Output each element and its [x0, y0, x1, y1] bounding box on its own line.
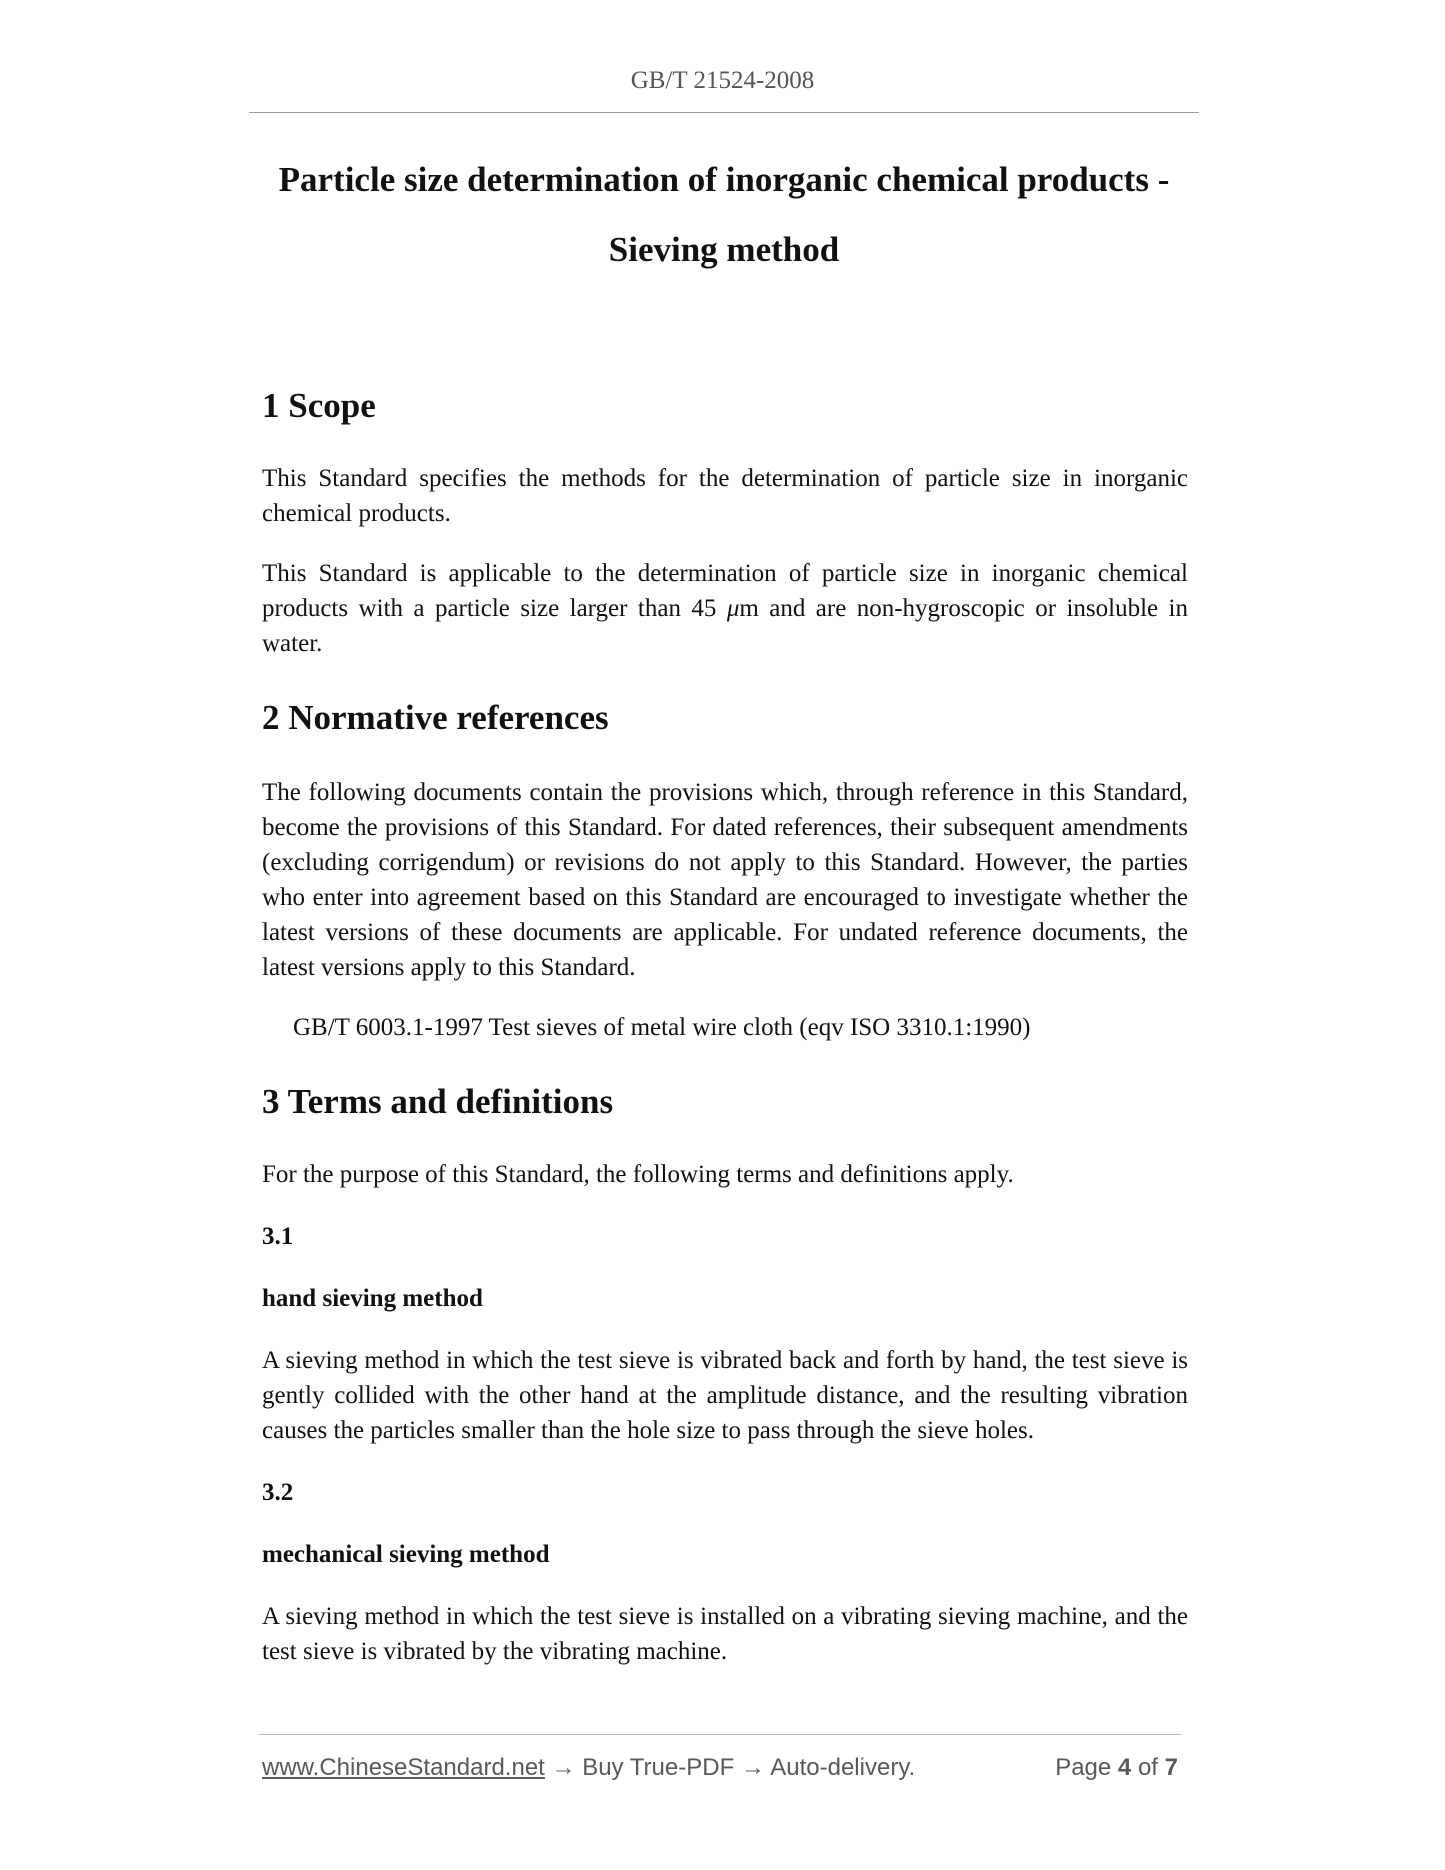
terms-intro: For the purpose of this Standard, the following terms and definitions apply.	[262, 1161, 1014, 1188]
standard-code-header: GB/T 21524-2008	[630, 67, 815, 94]
term-definition: A sieving method in which the test sieve is vibrated back and forth by hand, the test sieve is gently collided with the other hand at the amplitude distance, and the resulting vibration causes the particles smaller than the hole size to pass through the sieve holes.	[262, 1347, 1188, 1444]
reference-item: GB/T 6003.1-1997 Test sieves of metal wire cloth (eqv ISO 3310.1:1990)	[293, 1014, 1031, 1041]
arrow-icon: →	[544, 1754, 583, 1781]
footer-promo	[262, 1750, 915, 1786]
chinesestandard-link[interactable]: www.ChineseStandard.net	[262, 1754, 545, 1781]
page-indicator	[1055, 1750, 1178, 1786]
header-divider	[249, 112, 1199, 113]
scope-paragraph-2-text-a: This Standard is applicable to the determination of particle size in inorganic chemical products with a particle size larger than 45	[262, 560, 1188, 622]
page-label: Page	[1055, 1754, 1112, 1781]
document-title	[249, 145, 1199, 285]
auto-delivery-text: Auto-delivery.	[770, 1754, 916, 1781]
normative-paragraph: The following documents contain the provisions which, through reference in this Standard, become the provisions of this Standard. For dated references, their subsequent amendments (excluding corrigendum) or revisions do not apply to this Standard. However, the parties who enter into agreement based on this Standard are encouraged to investigate whether the latest versions of these documents are applicable. For undated reference documents, the latest versions apply to this Standard.	[262, 779, 1188, 981]
title-line-1: Particle size determination of inorganic chemical products -	[278, 160, 1170, 199]
document-body	[262, 378, 1188, 1669]
term-number: 3.2	[262, 1479, 294, 1506]
term-name: hand sieving method	[262, 1285, 483, 1312]
scope-paragraph-2	[262, 556, 1188, 661]
total-pages-number: 7	[1164, 1754, 1178, 1781]
term-name: mechanical sieving method	[262, 1541, 550, 1568]
page-of-label: of	[1137, 1754, 1158, 1781]
term-number: 3.1	[262, 1223, 294, 1250]
micro-unit-symbol: μ	[726, 595, 740, 622]
buy-pdf-text: Buy True-PDF	[582, 1754, 735, 1781]
section-heading-normative-references: 2 Normative references	[262, 698, 609, 737]
footer-divider	[258, 1734, 1182, 1735]
current-page-number: 4	[1117, 1754, 1132, 1781]
page-footer	[262, 1750, 1182, 1786]
section-heading-scope: 1 Scope	[262, 386, 376, 425]
title-line-2: Sieving method	[608, 230, 840, 269]
scope-paragraph-1: This Standard specifies the methods for the determination of particle size in inorganic chemical products.	[262, 465, 1188, 527]
section-heading-terms-definitions: 3 Terms and definitions	[262, 1082, 614, 1121]
scope-paragraph-2-text-b: m and are non-hygroscopic or insoluble in water.	[262, 595, 1188, 657]
term-definition: A sieving method in which the test sieve is installed on a vibrating sieving machine, and the test sieve is vibrated by the vibrating machine.	[262, 1603, 1188, 1665]
arrow-icon: →	[734, 1754, 771, 1781]
